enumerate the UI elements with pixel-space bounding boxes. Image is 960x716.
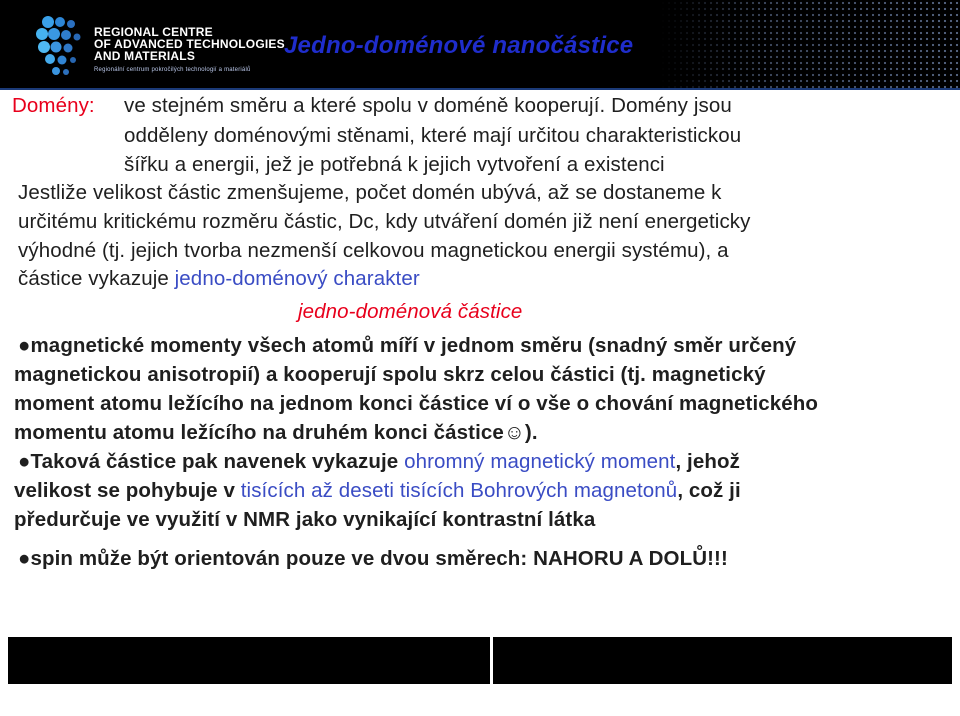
domains-label: Domény: xyxy=(12,94,95,117)
bohr-magnetons-highlight: tisících až deseti tisících Bohrových magnetonů xyxy=(240,479,678,502)
bullet-2-text-2a: velikost se pohybuje v xyxy=(14,479,241,502)
paragraph-line-3: výhodné (tj. jejich tvorba nezmenší celkovou magnetickou energii systému), a xyxy=(18,239,729,262)
header-banner xyxy=(0,0,960,88)
domains-line-1: ve stejném směru a které spolu v doméně kooperují. Domény jsou xyxy=(124,94,732,117)
bullet-2-text-1c: , jehož xyxy=(675,450,740,473)
subheading-single-domain-particle: jedno-doménová částice xyxy=(298,300,523,323)
paragraph-line-4 xyxy=(18,267,420,291)
bullet-dot-icon: ● xyxy=(18,547,31,570)
rcptm-logo-icon xyxy=(32,14,94,80)
bullet-dot-icon: ● xyxy=(18,334,31,357)
single-domain-character-highlight: jedno-doménový charakter xyxy=(174,267,420,290)
logo-wordmark xyxy=(94,26,285,62)
bullet-3-line xyxy=(18,547,728,571)
bullet-1-line-4 xyxy=(14,421,538,445)
logo-subline: Regionální centrum pokročilých technologií a materiálů xyxy=(94,67,251,73)
domains-line-3: šířku a energii, jež je potřebná k jejich vytvoření a existenci xyxy=(124,153,665,176)
bullet-1-text-4: momentu atomu ležícího na druhém konci částice xyxy=(14,421,504,444)
dot-pattern-decoration xyxy=(660,0,960,88)
bullet-1-line-1 xyxy=(18,334,796,358)
footer-bar-left xyxy=(8,637,490,684)
bullet-1-line-3: moment atomu ležícího na jednom konci částice ví o vše o chování magnetického xyxy=(14,392,818,415)
header-divider xyxy=(0,88,960,90)
huge-magnetic-moment-highlight: ohromný magnetický moment xyxy=(404,450,676,473)
bullet-2-line-3: předurčuje ve využití v NMR jako vynikající kontrastní látka xyxy=(14,508,596,531)
paragraph-line-2: určitému kritickému rozměru částic, Dc, kdy utváření domén již není energeticky xyxy=(18,210,751,233)
paragraph-line-4-text: částice vykazuje xyxy=(18,267,175,290)
logo-line-2: OF ADVANCED TECHNOLOGIES xyxy=(94,37,285,51)
slide-title: Jedno-doménové nanočástice xyxy=(284,32,634,59)
bullet-dot-icon: ● xyxy=(18,450,31,473)
bullet-2-line-1 xyxy=(18,450,740,474)
logo-line-1: REGIONAL CENTRE xyxy=(94,25,213,39)
bullet-1-text-4-end: ). xyxy=(524,421,538,444)
paragraph-line-1: Jestliže velikost částic zmenšujeme, počet domén ubývá, až se dostaneme k xyxy=(18,181,722,204)
domains-line-2: odděleny doménovými stěnami, které mají určitou charakteristickou xyxy=(124,124,742,147)
bullet-1-text-1: magnetické momenty všech atomů míří v jednom směru (snadný směr určený xyxy=(30,334,797,357)
logo-line-3: AND MATERIALS xyxy=(94,49,196,63)
bullet-1-line-2: magnetickou anisotropií) a kooperují spolu skrz celou částici (tj. magnetický xyxy=(14,363,766,386)
bullet-2-text-1a: Taková částice pak navenek vykazuje xyxy=(30,450,405,473)
footer-bar-right xyxy=(493,637,952,684)
bullet-3-text: spin může být orientován pouze ve dvou směrech: NAHORU A DOLŮ!!! xyxy=(30,547,728,570)
bullet-2-text-2c: , což ji xyxy=(677,479,741,502)
smiley-icon: ☺ xyxy=(503,421,525,444)
bullet-2-line-2 xyxy=(14,479,741,503)
